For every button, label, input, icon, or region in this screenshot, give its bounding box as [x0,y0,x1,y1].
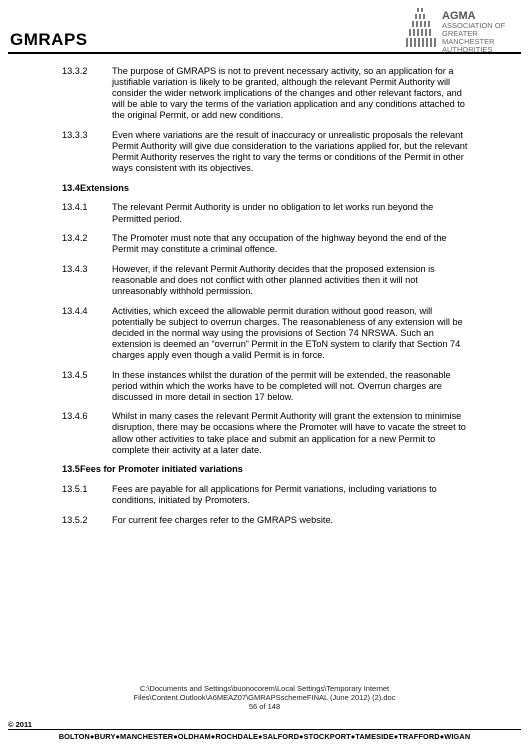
paragraph-number: 13.4.3 [62,263,88,274]
paragraph-number: 13.3.3 [62,129,88,140]
page-number: 56 of 148 [248,702,281,711]
paragraph-13-4-5 [62,370,474,403]
paragraph-13-5-1 [62,484,474,506]
paragraph-number: 13.4.1 [62,202,88,213]
paragraph-text: However, if the relevant Permit Authority decides that the proposed extension is reasonable and does not conflict with other planned activities then it will not unreasonably withhold permission. [112,263,435,296]
paragraph-text: Activities, which exceed the allowable permit duration without good reason, will potentially be subject to overrun charges. The reasonableness of any extension will be decided in the normal way using the provisions of Section 74 NRSWA. Such an extension is deemed an “overrun” Permit in the EToN system to clarify that Section 74 charges apply even though a valid Permit is in force. [112,305,463,360]
paragraph-13-4-2 [62,233,474,255]
paragraph-13-3-2 [62,66,474,121]
document-body [62,66,474,534]
agma-logo [404,6,524,52]
section-heading-extensions [62,183,474,194]
paragraph-text: Whilst in many cases the relevant Permit Authority will grant the extension to minimise disruption, there may be occasions where the Promoter will have to vacate the street to allow other activities to take place and submit an application for a new Permit to complete their activity at a later date. [112,411,466,455]
paragraph-number: 13.4.6 [62,411,88,422]
paragraph-13-3-3 [62,130,474,174]
logo-name: AGMA [442,10,476,22]
paragraph-number: 13.3.2 [62,66,88,76]
footer-file-path [0,684,529,711]
paragraph-text: The relevant Permit Authority is under no obligation to let works run beyond the Permitted period. [112,202,434,224]
agma-logo-mark-icon [404,6,440,50]
header-divider [8,52,521,54]
footer-divider [8,729,521,730]
file-path-line: C:\Documents and Settings\buonocorem\Local Settings\Temporary Internet [139,684,390,693]
paragraph-13-4-1 [62,202,474,224]
logo-line: ASSOCIATION OF [442,21,506,30]
paragraph-number: 13.4.4 [62,305,88,316]
logo-line: GREATER MANCHESTER [442,29,495,46]
paragraph-text: The purpose of GMRAPS is not to prevent necessary activity, so an application for a justifiable variation is likely to be granted, although the relevant Permit Authority will consider the wider network implications of the changes and other relevant factors, and will be able to vary the terms of the variation application and any conditions attached to the original Permit, or add new conditions. [112,66,465,121]
section-heading-fees [62,464,474,475]
districts-list: BOLTON●BURY●MANCHESTER●OLDHAM●ROCHDALE●SALFORD●STOCKPORT●TAMESIDE●TRAFFORD●WIGAN [58,732,471,741]
logo-line: AUTHORITIES [442,45,493,54]
section-title: Extensions [80,182,130,193]
section-number: 13.4 [62,182,80,193]
paragraph-text: Fees are payable for all applications for Permit variations, including variations to conditions, initiated by Promoters. [112,483,437,505]
paragraph-13-4-3 [62,264,474,297]
copyright-notice: © 2011 [8,720,32,729]
file-path-line: Files\Content.Outlook\A6MEAZ07\GMRAPSschemeFINAL (June 2012) (2).doc [133,693,396,702]
paragraph-number: 13.4.2 [62,233,88,244]
paragraph-number: 13.4.5 [62,369,88,380]
paragraph-text: The Promoter must note that any occupation of the highway beyond the end of the Permit may constitute a criminal offence. [112,233,447,255]
section-number: 13.5 [62,464,80,475]
document-title: GMRAPS [10,30,88,49]
section-title: Fees for Promoter initiated variations [80,464,243,475]
paragraph-number: 13.5.1 [62,483,88,494]
paragraph-text: Even where variations are the result of inaccuracy or unrealistic proposals the relevant Permit Authority will give due consideration to the variations applied for, but the relevant Permit Authority reserves the right to vary the terms or conditions of the Permit in other ways consistent with its objectives. [112,129,468,174]
agma-logo-text [442,10,524,54]
paragraph-13-4-6 [62,411,474,455]
paragraph-number: 13.5.2 [62,514,88,525]
paragraph-13-4-4 [62,306,474,361]
paragraph-text: In these instances whilst the duration of the permit will be extended, the reasonable period within which the works have to be completed will not. Overrun charges are discussed in more detail in section 17 below. [112,369,451,402]
paragraph-13-5-2 [62,515,474,526]
paragraph-text: For current fee charges refer to the GMRAPS website. [112,514,334,525]
